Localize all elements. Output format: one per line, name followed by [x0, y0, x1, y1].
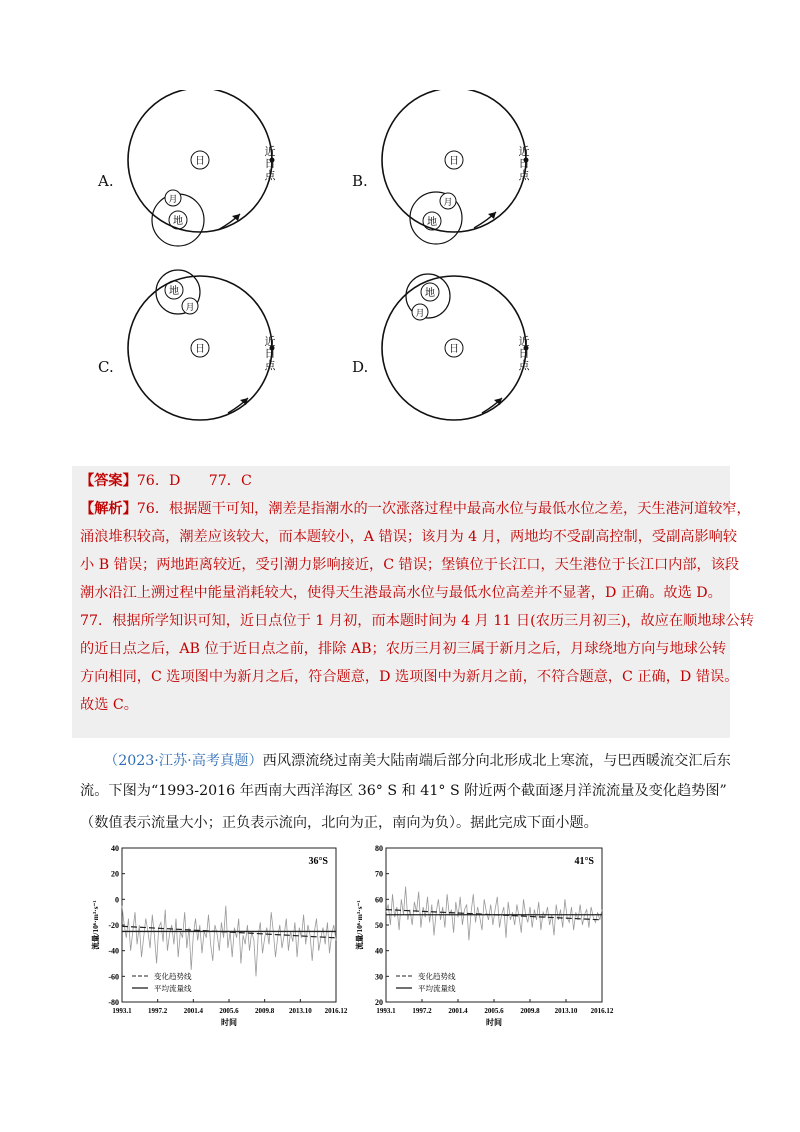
- x-tick-label: 2005.6: [484, 1007, 504, 1015]
- option-c-letter: C.: [98, 358, 114, 376]
- y-tick-label: 80: [375, 844, 383, 853]
- sun-label: 日: [449, 344, 459, 355]
- x-tick-label: 2013.10: [554, 1007, 578, 1015]
- question-line-3: （数值表示流量大小；正负表示流向，北向为正，南向为负）。据此完成下面小题。: [80, 815, 598, 831]
- option-d-perihelion-label: 近 日 点: [518, 335, 530, 372]
- x-tick-label: 2009.8: [520, 1007, 540, 1015]
- monthly-flow-line: [122, 906, 336, 977]
- x-tick-label: 2001.4: [183, 1007, 203, 1015]
- option-b-perihelion-label: 近 日 点: [518, 145, 530, 182]
- x-tick-label: 1993.1: [376, 1007, 396, 1015]
- x-tick-label: 2013.10: [288, 1007, 312, 1015]
- earth-label: 地: [169, 286, 179, 297]
- analysis-line-1: 【解析】76．根据题干可知，潮差是指潮水的一次涨落过程中最高水位与最低水位之差，天生港河道较窄，: [80, 501, 751, 517]
- earth-label: 地: [427, 217, 437, 228]
- question-line-1: （2023·江苏·高考真题）西风漂流绕过南美大陆南端后部分向北形成北上寒流，与巴西暖流交汇后东: [104, 753, 731, 769]
- x-tick-label: 2009.8: [255, 1007, 275, 1015]
- sun-label: 日: [195, 344, 205, 355]
- legend-trend-label: 变化趋势线: [154, 972, 192, 981]
- moon-label: 月: [443, 197, 453, 207]
- y-tick-label: 40: [375, 946, 383, 956]
- y-tick-label: 40: [111, 844, 119, 853]
- chart-41s: [352, 842, 622, 1030]
- option-a-perihelion-label: 近 日 点: [264, 145, 276, 182]
- x-tick-label: 1993.1: [112, 1007, 132, 1015]
- chart-title: 41°S: [574, 856, 594, 867]
- monthly-flow-line: [386, 887, 602, 941]
- option-c-perihelion-label: 近 日 点: [264, 335, 276, 372]
- y-tick-label: 60: [375, 895, 383, 905]
- legend-trend-label: 变化趋势线: [418, 972, 456, 981]
- analysis-line-7: 方向相同，C 选项图中为新月之后，符合题意，D 选项图中为新月之前，不符合题意，C 正确，D 错误。: [80, 669, 739, 685]
- question-line-2: 流。下图为“1993-2016 年西南大西洋海区 36° S 和 41° S 附近两个截面逐月洋流流量及变化趋势图”: [80, 783, 727, 799]
- x-tick-label: 1997.2: [412, 1007, 432, 1015]
- option-b-letter: B.: [352, 172, 368, 190]
- x-axis-label: 时间: [486, 1018, 502, 1027]
- y-tick-label: 20: [375, 998, 383, 1007]
- answer-line: [80, 471, 252, 491]
- x-tick-label: 2016.12: [324, 1007, 348, 1015]
- y-tick-label: -20: [108, 921, 119, 930]
- analysis-line-6: 的近日点之后，AB 位于近日点之前，排除 AB；农历三月初三属于新月之后，月球绕地方向与地球公转: [80, 641, 727, 657]
- y-axis-label: 流量/10⁶·m³·s⁻¹: [91, 900, 100, 950]
- x-tick-label: 2001.4: [448, 1007, 468, 1015]
- x-axis-label: 时间: [221, 1018, 237, 1027]
- chart-title: 36°S: [308, 856, 328, 867]
- option-a-letter: A.: [98, 172, 114, 190]
- earth-label: 地: [425, 288, 435, 299]
- y-axis-label: 流量/10⁶·m³·s⁻¹: [355, 900, 364, 950]
- x-tick-label: 2016.12: [590, 1007, 614, 1015]
- moon-label: 月: [415, 308, 425, 318]
- x-tick-label: 1997.2: [148, 1007, 168, 1015]
- analysis-line-4: 潮水沿江上溯过程中能量消耗较大，使得天生港最高水位与最低水位高差并不显著，D 正确。故选 D。: [80, 585, 722, 601]
- y-tick-label: 20: [111, 869, 119, 879]
- y-tick-label: -40: [108, 946, 119, 956]
- y-tick-label: -60: [108, 972, 119, 982]
- orbit-diagrams: [0, 0, 800, 440]
- legend-mean-label: 平均流量线: [154, 984, 192, 993]
- x-tick-label: 2005.6: [219, 1007, 239, 1015]
- analysis-line-8: 故选 C。: [80, 697, 138, 713]
- answer-tag: 【答案】: [80, 473, 137, 489]
- analysis-line-2: 涌浪堆积较高，潮差应该较大，而本题较小，A 错误；该月为 4 月，两地均不受副高控制，受副高影响较: [80, 529, 738, 545]
- moon-label: 月: [185, 302, 195, 312]
- y-tick-label: 0: [115, 895, 119, 905]
- sun-label: 日: [195, 156, 205, 167]
- y-tick-label: 50: [375, 921, 383, 930]
- answer-text: 76．D 77．C: [136, 473, 252, 489]
- analysis-tag: 【解析】: [80, 501, 137, 517]
- legend-mean-label: 平均流量线: [418, 984, 456, 993]
- y-tick-label: -80: [108, 998, 119, 1007]
- earth-label: 地: [173, 216, 183, 227]
- moon-label: 月: [168, 194, 178, 204]
- chart-36s: [80, 842, 370, 1030]
- sun-label: 日: [449, 156, 459, 167]
- question-source: （2023·江苏·高考真题）: [104, 753, 263, 769]
- option-d-letter: D.: [352, 358, 369, 376]
- analysis-line-3: 小 B 错误；两地距离较近，受引潮力影响接近，C 错误；堡镇位于长江口，天生港位于长江口内部，该段: [80, 557, 740, 573]
- analysis-line-5: 77．根据所学知识可知，近日点位于 1 月初，而本题时间为 4 月 11 日(农历三月初三)，故应在顺地球公转: [80, 613, 754, 629]
- y-tick-label: 30: [375, 972, 383, 982]
- y-tick-label: 70: [375, 869, 383, 879]
